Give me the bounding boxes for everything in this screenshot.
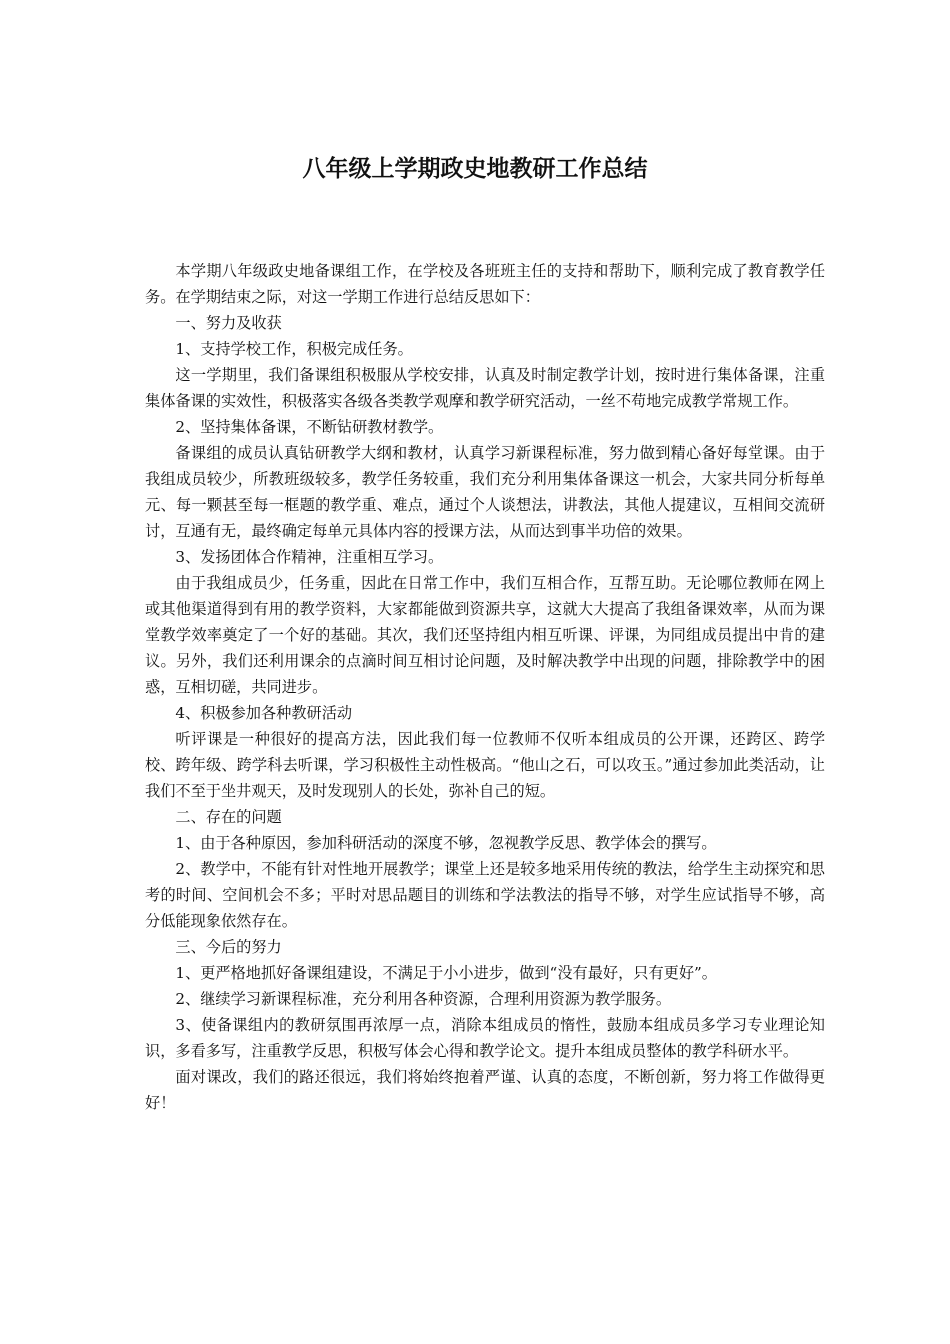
problem-item-1: 1、由于各种原因，参加科研活动的深度不够，忽视教学反思、教学体会的撰写。 bbox=[175, 834, 717, 852]
section-heading-problems: 二、存在的问题 bbox=[175, 808, 282, 826]
document-body bbox=[145, 258, 825, 1116]
intro-paragraph: 本学期八年级政史地备课组工作，在学校及各班班主任的支持和帮助下，顺利完成了教育教学任务。在学期结束之际，对这一学期工作进行总结反思如下： bbox=[145, 262, 825, 306]
section-heading-future: 三、今后的努力 bbox=[175, 938, 282, 956]
problem-item-2: 2、教学中，不能有针对性地开展教学；课堂上还是较多地采用传统的教法，给学生主动探究和思考的时间、空间机会不多；平时对思品题目的训练和学法教法的指导不够，对学生应试指导不够，高分低能现象依然存在。 bbox=[145, 860, 825, 930]
subheading-teamwork: 3、发扬团体合作精神，注重相互学习。 bbox=[175, 548, 444, 566]
document-title: 八年级上学期政史地教研工作总结 bbox=[302, 156, 648, 182]
section-heading-efforts: 一、努力及收获 bbox=[175, 314, 282, 332]
paragraph-teamwork: 由于我组成员少，任务重，因此在日常工作中，我们互相合作，互帮互助。无论哪位教师在网上或其他渠道得到有用的教学资料，大家都能做到资源共享，这就大大提高了我组备课效率，从而为课堂教学效率奠定了一个好的基础。其次，我们还坚持组内相互听课、评课，为同组成员提出中肯的建议。另外，我们还利用课余的点滴时间互相讨论问题，及时解决教学中出现的问题，排除教学中的困惑，互相切磋，共同进步。 bbox=[145, 574, 825, 696]
paragraph-research-activities: 听评课是一种很好的提高方法，因此我们每一位教师不仅听本组成员的公开课，还跨区、跨学校、跨年级、跨学科去听课，学习积极性主动性极高。“他山之石，可以攻玉。”通过参加此类活动，让我们不至于坐井观天，及时发现别人的长处，弥补自己的短。 bbox=[145, 730, 825, 800]
subheading-support-school: 1、支持学校工作，积极完成任务。 bbox=[175, 340, 413, 358]
subheading-research-activities: 4、积极参加各种教研活动 bbox=[175, 704, 353, 722]
future-item-3: 3、使备课组内的教研氛围再浓厚一点，消除本组成员的惰性，鼓励本组成员多学习专业理论知识，多看多写，注重教学反思，积极写体会心得和教学论文。提升本组成员整体的教学科研水平。 bbox=[145, 1016, 825, 1060]
paragraph-support-school: 这一学期里，我们备课组积极服从学校安排，认真及时制定教学计划，按时进行集体备课，注重集体备课的实效性，积极落实各级各类教学观摩和教学研究活动，一丝不苟地完成教学常规工作。 bbox=[145, 366, 825, 410]
subheading-collective-prep: 2、坚持集体备课，不断钻研教材教学。 bbox=[175, 418, 444, 436]
future-item-2: 2、继续学习新课程标准，充分利用各种资源，合理利用资源为教学服务。 bbox=[175, 990, 672, 1008]
future-item-1: 1、更严格地抓好备课组建设，不满足于小小进步，做到“没有最好，只有更好”。 bbox=[175, 964, 717, 982]
paragraph-collective-prep: 备课组的成员认真钻研教学大纲和教材，认真学习新课程标准，努力做到精心备好每堂课。由于我组成员较少，所教班级较多，教学任务较重，我们充分利用集体备课这一机会，大家共同分析每单元、每一颗甚至每一框题的教学重、难点，通过个人谈想法，讲教法，其他人提建议，互相间交流研讨，互通有无，最终确定每单元具体内容的授课方法，从而达到事半功倍的效果。 bbox=[145, 444, 825, 540]
closing-paragraph: 面对课改，我们的路还很远，我们将始终抱着严谨、认真的态度，不断创新，努力将工作做得更好！ bbox=[145, 1068, 825, 1112]
